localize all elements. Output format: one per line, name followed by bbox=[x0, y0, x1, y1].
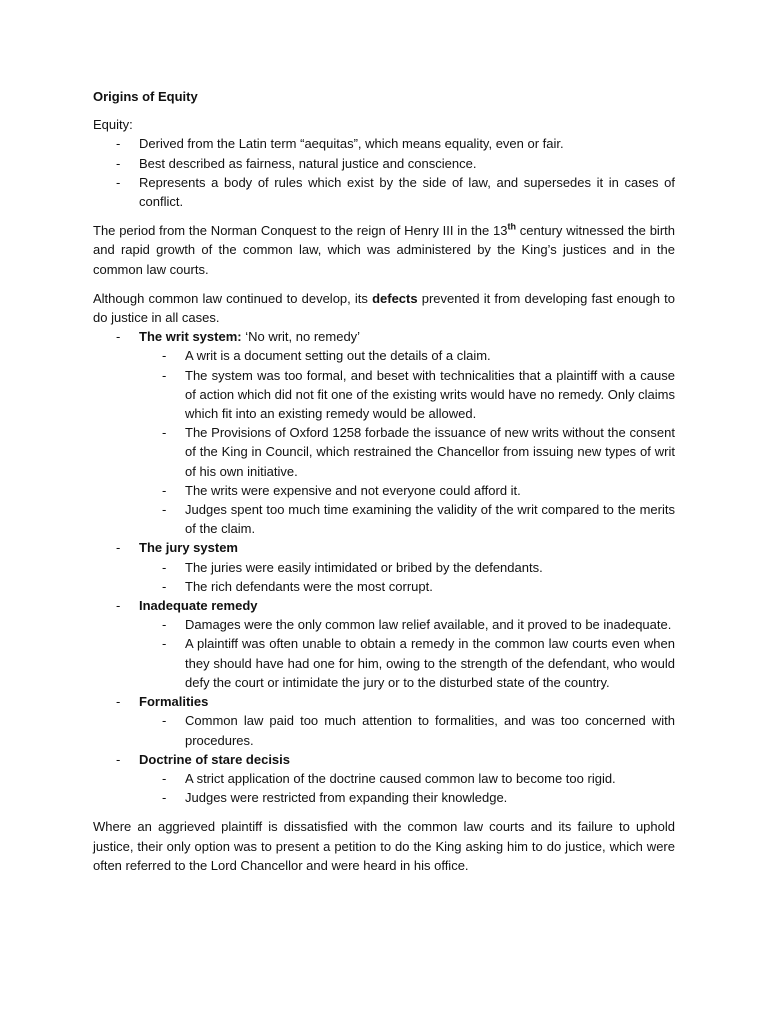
list-item bbox=[139, 711, 675, 749]
defect-item-inadequate-remedy bbox=[93, 596, 675, 692]
list-item-text: Represents a body of rules which exist by the side of law, and supersedes it in cases of conflict. bbox=[139, 174, 675, 210]
dash-bullet: - bbox=[116, 598, 121, 614]
defect-heading-suffix: ‘No writ, no remedy’ bbox=[241, 329, 361, 345]
dash-bullet: - bbox=[162, 713, 167, 729]
list-item bbox=[139, 615, 675, 634]
dash-bullet: - bbox=[162, 790, 167, 806]
list-item-text: The rich defendants were the most corrupt. bbox=[185, 578, 433, 594]
list-item bbox=[139, 788, 675, 807]
list-item bbox=[93, 154, 675, 173]
paragraph-defects bbox=[93, 289, 675, 327]
document-title: Origins of Equity bbox=[93, 89, 198, 104]
dash-bullet: - bbox=[162, 482, 167, 498]
paragraph-text: century witnessed the birth and rapid growth of the common law, which was administered by the King’s justices and in the common law courts. bbox=[93, 223, 675, 277]
list-item-text: Derived from the Latin term “aequitas”, which means equality, even or fair. bbox=[139, 136, 564, 152]
defect-heading: The writ system: bbox=[139, 329, 242, 345]
list-item-text: The juries were easily intimidated or bribed by the defendants. bbox=[185, 559, 543, 575]
defect-heading: Formalities bbox=[139, 694, 209, 710]
dash-bullet: - bbox=[116, 694, 121, 710]
list-item bbox=[139, 346, 675, 365]
list-item bbox=[139, 423, 675, 481]
list-item bbox=[139, 366, 675, 424]
dash-bullet: - bbox=[116, 174, 121, 190]
dash-bullet: - bbox=[162, 636, 167, 652]
defect-subpoints bbox=[139, 615, 675, 692]
dash-bullet: - bbox=[162, 425, 167, 441]
dash-bullet: - bbox=[116, 329, 121, 345]
defect-subpoints bbox=[139, 346, 675, 538]
list-item bbox=[139, 634, 675, 692]
defect-item-stare-decisis bbox=[93, 750, 675, 808]
defect-item-jury-system bbox=[93, 538, 675, 596]
defect-heading: Doctrine of stare decisis bbox=[139, 751, 290, 767]
list-item-text: Common law paid too much attention to formalities, and was too concerned with procedures. bbox=[185, 713, 675, 748]
list-item-text: Damages were the only common law relief available, and it proved to be inadequate. bbox=[185, 617, 672, 633]
list-item-text: A writ is a document setting out the details of a claim. bbox=[185, 348, 491, 364]
paragraph-text: Although common law continued to develop, its bbox=[93, 290, 373, 306]
paragraph-text: The period from the Norman Conquest to the reign of Henry III in the 13 bbox=[93, 223, 508, 239]
paragraph-norman-conquest bbox=[93, 221, 675, 279]
list-item bbox=[139, 500, 675, 538]
list-item bbox=[139, 558, 675, 577]
equity-label: Equity: bbox=[93, 117, 133, 133]
dash-bullet: - bbox=[116, 155, 121, 171]
emphasis-defects: defects bbox=[372, 290, 418, 306]
list-item bbox=[139, 481, 675, 500]
list-item-text: Judges were restricted from expanding their knowledge. bbox=[185, 790, 508, 806]
paragraph-petition: Where an aggrieved plaintiff is dissatisfied with the common law courts and its failure to uphold justice, their only option was to present a petition to do the King asking him to do justice, which were often referred to the Lord Chancellor and were heard in his office. bbox=[93, 819, 675, 873]
list-item bbox=[139, 577, 675, 596]
superscript-ordinal: th bbox=[507, 221, 516, 232]
list-item-text: Best described as fairness, natural justice and conscience. bbox=[139, 155, 477, 171]
list-item-text: Judges spent too much time examining the validity of the writ compared to the merits of the claim. bbox=[185, 502, 675, 537]
defect-heading: Inadequate remedy bbox=[139, 598, 258, 614]
list-item-text: A plaintiff was often unable to obtain a remedy in the common law courts even when they should have had one for him, owing to the strength of the defendant, who would defy the court or intimidate the jury or to the disturbed state of the country. bbox=[185, 636, 675, 690]
list-item-text: A strict application of the doctrine caused common law to become too rigid. bbox=[185, 770, 616, 786]
dash-bullet: - bbox=[116, 136, 121, 152]
defect-heading: The jury system bbox=[139, 540, 238, 556]
defect-item-formalities bbox=[93, 692, 675, 750]
list-item-text: The Provisions of Oxford 1258 forbade the issuance of new writs without the consent of the King in Council, which restrained the Chancellor from issuing new types of writ of his own initiative. bbox=[185, 425, 675, 479]
document-page bbox=[93, 87, 675, 875]
dash-bullet: - bbox=[162, 348, 167, 364]
equity-points-list bbox=[93, 134, 675, 211]
dash-bullet: - bbox=[116, 751, 121, 767]
dash-bullet: - bbox=[162, 617, 167, 633]
list-item-text: The system was too formal, and beset with technicalities that a plaintiff with a cause of action which did not fit one of the existing writs would have no remedy. Only claims which fit into an existing remedy would be allowed. bbox=[185, 367, 675, 422]
list-item-text: The writs were expensive and not everyone could afford it. bbox=[185, 482, 521, 498]
dash-bullet: - bbox=[162, 367, 167, 383]
dash-bullet: - bbox=[162, 502, 167, 518]
defect-item-writ-system bbox=[93, 327, 675, 538]
defect-subpoints bbox=[139, 558, 675, 596]
dash-bullet: - bbox=[116, 540, 121, 556]
dash-bullet: - bbox=[162, 770, 167, 786]
list-item bbox=[139, 769, 675, 788]
list-item bbox=[93, 134, 675, 153]
defects-list bbox=[93, 327, 675, 807]
dash-bullet: - bbox=[162, 559, 167, 575]
paragraph-text: prevented it from developing fast enough to do justice in all cases. bbox=[93, 290, 675, 326]
list-item bbox=[93, 173, 675, 211]
defect-subpoints bbox=[139, 711, 675, 749]
dash-bullet: - bbox=[162, 578, 167, 594]
defect-subpoints bbox=[139, 769, 675, 807]
